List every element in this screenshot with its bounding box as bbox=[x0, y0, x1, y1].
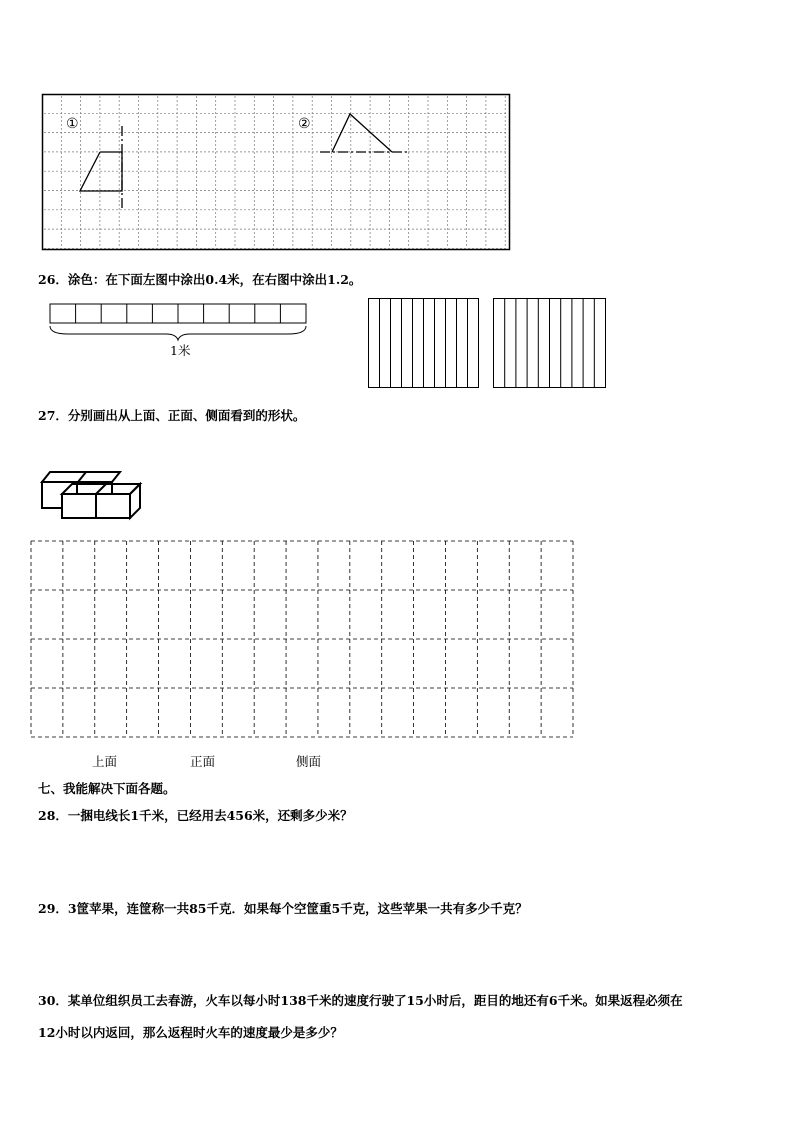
section-7-title: 七、我能解决下面各题。 bbox=[38, 781, 176, 796]
figure1-marker: ① bbox=[66, 116, 79, 132]
ruler-label: 1米 bbox=[170, 343, 191, 358]
question-26: 26．涂色：在下面左图中涂出0.4米，在右图中涂出1.2。 bbox=[38, 272, 362, 287]
question-28: 28．一捆电线长1千米，已经用去456米，还剩多少米？ bbox=[38, 808, 353, 823]
drawing-grid bbox=[30, 540, 574, 740]
symmetry-grid-figure bbox=[42, 94, 510, 250]
question-27: 27．分别画出从上面、正面、侧面看到的形状。 bbox=[38, 408, 306, 423]
grid-lines bbox=[44, 96, 508, 248]
square-right bbox=[493, 298, 607, 390]
view-label-top: 上面 bbox=[92, 754, 118, 769]
ruler-brace bbox=[50, 326, 306, 340]
symmetry-grid-svg bbox=[42, 94, 510, 250]
question-30-line1: 30．某单位组织员工去春游，火车以每小时138千米的速度行驶了15小时后，距目的地还有6千米。如果返程必须在 bbox=[38, 993, 683, 1008]
view-label-side: 侧面 bbox=[296, 754, 322, 769]
view-label-front: 正面 bbox=[190, 754, 216, 769]
question-29: 29．3筐苹果，连筐称一共85千克．如果每个空筐重5千克，这些苹果一共有多少千克？ bbox=[38, 901, 528, 916]
cube-stack-figure bbox=[40, 468, 144, 520]
meter-ruler bbox=[48, 302, 310, 342]
grid-border bbox=[43, 95, 510, 250]
square-left bbox=[368, 298, 480, 390]
figure2-marker: ② bbox=[298, 116, 311, 132]
figure2-triangle bbox=[332, 114, 392, 152]
question-30-line2: 12小时以内返回，那么返程时火车的速度最少是多少？ bbox=[38, 1025, 343, 1040]
